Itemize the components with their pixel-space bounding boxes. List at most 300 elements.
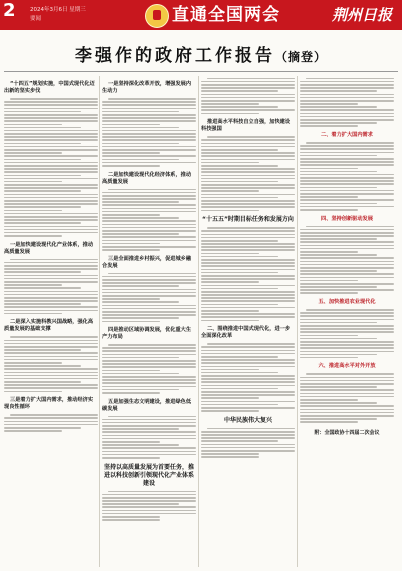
text-line (102, 366, 196, 368)
text-line (102, 321, 160, 323)
text-line (102, 243, 160, 245)
body-text-block (201, 343, 295, 412)
text-line (102, 279, 196, 281)
text-line (201, 87, 295, 89)
column-2 (102, 76, 196, 567)
text-line (102, 389, 179, 391)
text-line (102, 431, 196, 433)
banner-title: 直通全国两会 (172, 5, 280, 25)
text-line (4, 340, 98, 342)
text-line (4, 194, 98, 196)
text-line (201, 304, 278, 306)
text-line (300, 94, 394, 96)
text-line (4, 229, 98, 231)
text-line (4, 381, 81, 383)
text-line (102, 276, 196, 278)
text-line (201, 187, 295, 189)
text-line (300, 377, 394, 379)
text-line (201, 210, 259, 212)
text-line (102, 104, 196, 106)
text-line (201, 243, 295, 245)
text-line (201, 359, 295, 361)
text-line (300, 283, 394, 285)
text-line (300, 164, 394, 166)
text-line (102, 317, 179, 319)
body-text-block (300, 309, 394, 358)
text-line (300, 241, 394, 243)
text-line (102, 211, 196, 213)
text-line (201, 388, 278, 390)
text-line (102, 435, 196, 437)
text-line (102, 136, 196, 138)
text-line (201, 285, 295, 287)
text-line (306, 226, 394, 228)
column-divider (198, 76, 199, 567)
text-line (300, 97, 394, 99)
text-line (4, 171, 98, 173)
text-line (300, 325, 394, 327)
text-line (300, 347, 394, 349)
text-line (300, 171, 377, 173)
text-line (201, 237, 295, 239)
text-line (102, 350, 196, 352)
text-line (300, 100, 394, 102)
text-line (4, 136, 98, 138)
text-line (102, 217, 179, 219)
text-line (4, 162, 98, 164)
text-line (102, 444, 179, 446)
text-line (102, 370, 160, 372)
text-line (102, 240, 196, 242)
section-label: 要闻 (30, 16, 42, 22)
text-line (102, 108, 196, 110)
column-divider (99, 76, 100, 567)
text-line (102, 117, 196, 119)
text-line (102, 513, 196, 515)
text-line (300, 292, 358, 294)
text-line (300, 90, 377, 92)
report-title-text: 李强作的政府工作报告 (74, 46, 275, 66)
text-line (300, 229, 394, 231)
text-line (4, 375, 98, 377)
text-line (102, 246, 196, 248)
text-line (201, 149, 278, 151)
text-line (4, 133, 98, 135)
text-line (4, 352, 98, 354)
text-line (207, 343, 295, 345)
text-line (4, 368, 98, 370)
text-line (4, 362, 62, 364)
text-line (201, 168, 295, 170)
text-line (4, 303, 81, 305)
text-line (201, 97, 295, 99)
text-line (108, 98, 196, 100)
section-heading: 二、着力扩大国内需求 (321, 132, 373, 138)
text-line (300, 399, 358, 401)
text-line (4, 213, 98, 215)
text-line (4, 346, 98, 348)
text-line (300, 206, 394, 208)
text-line (4, 219, 98, 221)
text-line (201, 155, 295, 157)
text-line (4, 155, 98, 157)
text-line (300, 84, 394, 86)
text-line (201, 200, 295, 202)
text-line (4, 384, 98, 386)
text-line (201, 184, 295, 186)
text-line (207, 136, 295, 138)
text-line (102, 155, 196, 157)
body-text-block (300, 78, 394, 127)
text-line (300, 357, 358, 359)
text-line (300, 331, 394, 333)
text-line (201, 320, 259, 322)
text-line (102, 233, 179, 235)
text-line (102, 236, 196, 238)
text-line (201, 190, 259, 192)
text-line (102, 305, 196, 307)
text-line (306, 78, 394, 80)
section-heading: 一是加快建设现代化产业体系，推动高质量发展 (4, 241, 94, 255)
text-line (4, 111, 81, 113)
text-line (4, 184, 98, 186)
text-line (300, 351, 394, 353)
text-line (4, 178, 98, 180)
text-line (4, 146, 98, 148)
body-text-block (102, 416, 196, 459)
text-line (102, 208, 196, 210)
text-line (102, 516, 160, 518)
text-line (201, 94, 295, 96)
text-line (300, 116, 394, 118)
section-heading: 四、坚持创新驱动发展 (321, 215, 373, 222)
text-line (201, 378, 295, 380)
body-text-block (102, 344, 196, 393)
text-line (4, 197, 98, 199)
text-line (4, 359, 98, 361)
text-line (102, 382, 196, 384)
text-line (102, 289, 196, 291)
text-line (4, 175, 81, 177)
text-line (102, 457, 160, 459)
text-line (300, 119, 394, 121)
text-line (102, 451, 196, 453)
text-line (201, 171, 295, 173)
section-heading: 二是深入实施科教兴国战略，强化高质量发展的基础支撑 (4, 319, 94, 333)
text-line (4, 427, 81, 429)
section-heading: 五、加快推进农业现代化 (318, 299, 376, 306)
text-line (102, 425, 196, 427)
text-line (102, 143, 179, 145)
text-line (102, 314, 196, 316)
text-line (201, 391, 295, 393)
text-line (201, 369, 259, 371)
body-text-block (4, 414, 98, 432)
text-line (201, 313, 295, 315)
text-line (201, 353, 295, 355)
text-line (201, 437, 295, 439)
text-line (300, 412, 394, 414)
text-line (102, 127, 179, 129)
text-line (201, 356, 278, 358)
text-line (300, 122, 377, 124)
text-line (4, 297, 98, 299)
text-line (201, 249, 295, 251)
text-line (102, 497, 196, 499)
text-line (102, 159, 179, 161)
text-line (4, 168, 98, 170)
text-line (102, 220, 196, 222)
body-text-block (300, 373, 394, 422)
text-line (4, 190, 81, 192)
text-line (201, 106, 278, 108)
text-line (300, 273, 394, 275)
body-text-block (300, 226, 394, 295)
text-line (102, 292, 196, 294)
text-line (201, 84, 295, 86)
section-heading: 二是加快建设现代化经济体系，推动高质量发展 (102, 171, 192, 185)
text-line (102, 295, 196, 297)
text-line (201, 269, 295, 271)
text-line (300, 322, 377, 324)
text-line (201, 178, 295, 180)
text-line (4, 378, 98, 380)
body-text-block (4, 336, 98, 392)
text-line (201, 401, 295, 403)
text-line (201, 397, 259, 399)
body-text-block (300, 142, 394, 211)
text-line (201, 113, 259, 115)
text-line (4, 108, 98, 110)
text-line (108, 491, 196, 493)
text-line (201, 109, 295, 111)
text-line (300, 328, 394, 330)
text-line (102, 152, 160, 154)
text-line (300, 161, 394, 163)
text-line (300, 109, 394, 111)
text-line (102, 201, 179, 203)
text-line (102, 506, 196, 508)
page-number: 2 (3, 0, 16, 21)
text-line (300, 393, 394, 395)
text-line (102, 503, 179, 505)
text-line (4, 313, 62, 315)
section-heading: 四是推动区域协调发展，优化重大生产力布局 (102, 327, 192, 341)
text-line (102, 282, 196, 284)
text-line (300, 319, 394, 321)
text-line (201, 139, 295, 141)
text-line (201, 381, 295, 383)
text-line (201, 90, 278, 92)
text-line (4, 210, 62, 212)
text-line (300, 389, 394, 391)
text-line (306, 309, 394, 311)
text-line (201, 404, 278, 406)
text-line (4, 287, 81, 289)
text-line (300, 396, 394, 398)
text-line (201, 181, 278, 183)
text-line (300, 264, 394, 266)
bottom-note: 附：全国政协十四届二次会议 (314, 429, 380, 436)
text-line (4, 268, 98, 270)
text-line (201, 294, 295, 296)
text-line (108, 189, 196, 191)
text-line (4, 114, 98, 116)
body-text-block (102, 98, 196, 167)
text-line (201, 300, 295, 302)
text-line (4, 310, 98, 312)
section-heading: 坚持以高质量发展为首要任务，推进以科技创新引领现代化产业体系建设 (103, 463, 194, 487)
text-line (300, 168, 358, 170)
section-heading: 三是着力扩大国内需求，推动经济实现良性循环 (4, 397, 94, 411)
text-line (201, 288, 278, 290)
text-line (300, 280, 358, 282)
text-line (4, 271, 81, 273)
text-line (201, 434, 295, 436)
text-line (4, 232, 98, 234)
text-line (300, 187, 377, 189)
text-line (4, 130, 98, 132)
text-line (102, 195, 196, 197)
text-line (4, 278, 98, 280)
text-line (300, 402, 377, 404)
section-heading: 二、围绕推进中国式现代化，进一步全面深化改革 (201, 326, 291, 340)
text-line (201, 385, 295, 387)
section-heading: “十五五”时期目标任务和发展方向 (202, 216, 294, 224)
text-line (201, 431, 295, 433)
text-line (102, 133, 196, 135)
text-line (300, 183, 394, 185)
text-line (300, 338, 377, 340)
text-line (102, 285, 179, 287)
body-text-block (201, 227, 295, 321)
text-line (102, 347, 196, 349)
text-line (300, 158, 394, 160)
text-line (201, 281, 259, 283)
text-line (300, 148, 394, 150)
text-line (300, 199, 394, 201)
text-line (201, 456, 259, 458)
text-line (102, 114, 196, 116)
text-line (201, 372, 278, 374)
body-text-block (201, 136, 295, 211)
text-line (201, 175, 295, 177)
text-line (201, 265, 295, 267)
section-heading: “十四五”规划实施，中国式现代化迈出新的坚实步伐 (4, 81, 95, 94)
text-line (102, 363, 196, 365)
text-line (201, 444, 295, 446)
text-line (201, 143, 295, 145)
text-line (300, 248, 394, 250)
text-line (300, 155, 377, 157)
text-line (201, 307, 295, 309)
text-line (102, 311, 196, 313)
text-line (4, 281, 98, 283)
text-line (4, 226, 98, 228)
text-line (300, 196, 358, 198)
text-line (10, 98, 98, 100)
issue-date: 2024年3月6日 星期三 (30, 7, 86, 13)
text-line (102, 447, 196, 449)
body-text-block (201, 428, 295, 458)
text-line (4, 200, 98, 202)
text-line (102, 428, 179, 430)
section-heading: 推进高水平科技自立自强，加快建设科技强国 (201, 119, 291, 133)
text-line (4, 120, 98, 122)
text-line (201, 262, 295, 264)
text-line (102, 308, 196, 310)
text-line (4, 300, 98, 302)
text-line (4, 284, 62, 286)
text-line (201, 310, 259, 312)
text-line (300, 277, 394, 279)
text-line (4, 424, 98, 426)
text-line (300, 251, 358, 253)
body-text-block (102, 189, 196, 251)
text-line (300, 341, 394, 343)
text-line (4, 203, 98, 205)
text-line (102, 500, 196, 502)
column-divider (297, 76, 298, 567)
text-line (201, 203, 295, 205)
text-line (10, 259, 98, 261)
body-text-block (4, 259, 98, 315)
text-line (4, 235, 62, 237)
text-line (300, 113, 394, 115)
text-line (102, 386, 196, 388)
text-line (300, 335, 358, 337)
text-line (300, 106, 377, 108)
text-line (201, 297, 295, 299)
text-line (102, 249, 160, 251)
text-line (201, 440, 278, 442)
text-line (108, 344, 196, 346)
text-line (300, 235, 394, 237)
text-line (201, 230, 295, 232)
text-line (102, 120, 196, 122)
text-line (102, 146, 196, 148)
text-line (201, 375, 295, 377)
text-line (4, 387, 98, 389)
text-line (300, 125, 358, 127)
text-line (4, 343, 98, 345)
text-line (4, 159, 81, 161)
text-line (201, 162, 259, 164)
text-line (4, 127, 81, 129)
text-line (102, 111, 179, 113)
text-line (201, 206, 295, 208)
text-line (201, 450, 295, 452)
text-line (102, 422, 196, 424)
text-line (300, 190, 394, 192)
text-line (4, 372, 98, 374)
header-band (0, 0, 402, 30)
text-line (102, 204, 196, 206)
text-line (201, 346, 295, 348)
text-line (4, 421, 98, 423)
text-line (102, 438, 196, 440)
text-line (4, 124, 62, 126)
text-line (4, 365, 81, 367)
text-line (102, 198, 196, 200)
text-line (4, 349, 81, 351)
text-line (201, 447, 295, 449)
text-line (201, 275, 295, 277)
text-line (4, 104, 98, 106)
body-text-block (102, 491, 196, 521)
text-line (108, 416, 196, 418)
text-line (201, 194, 295, 196)
